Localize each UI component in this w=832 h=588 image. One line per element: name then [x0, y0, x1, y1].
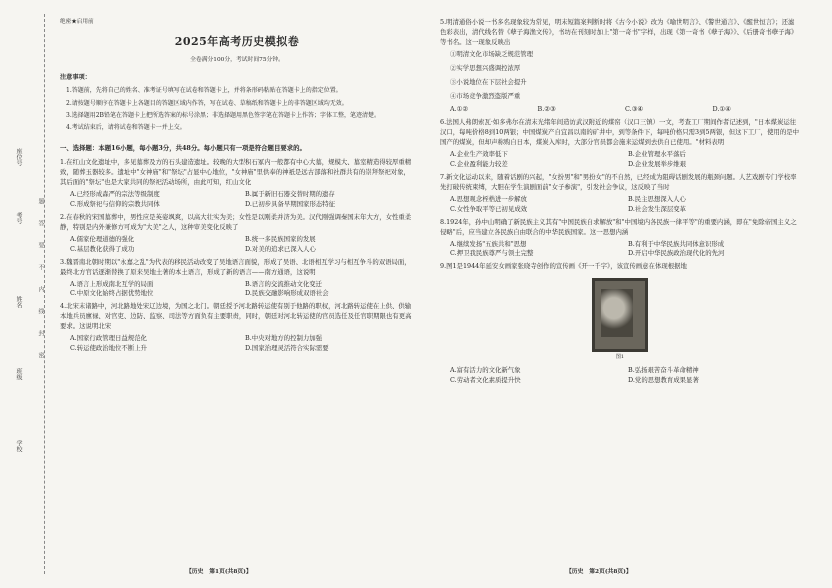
propaganda-poster-figure	[592, 278, 648, 352]
secret-mark: 绝密★启用前	[60, 19, 94, 25]
binding-char: 不	[37, 264, 44, 270]
question-stem: 9.图1是1944年延安女画家张晓寺创作的宣传画《开一千字》，该宣传画意在体现根据地	[440, 262, 687, 271]
options	[70, 280, 414, 300]
question-6	[440, 118, 800, 170]
option-d: D.民族交融影响形成双语社会	[245, 289, 329, 298]
option-a: A.国家行政管理日益规范化	[70, 334, 147, 343]
section-heading: 一、选择题：本题16小题，每小题3分，共48分。每小题只有一项是符合题目要求的。	[60, 144, 306, 153]
option-b: B.统一多民族国家的发展	[245, 234, 316, 243]
statement-2: ②实学思想兴盛调控浓厚	[450, 63, 521, 72]
binding-margin	[0, 0, 50, 588]
note-item: 1.答题前，先将自己的姓名、准考证号填写在试卷和答题卡上，并将条形码粘贴在答题卡上的指定位置。	[66, 87, 342, 95]
option-c: C.中原文化始终占据优势地位	[70, 289, 154, 298]
option-b: B.有利于中华民族共同体意识形成	[628, 239, 725, 248]
poster-image	[601, 289, 633, 337]
question-2	[60, 213, 414, 255]
page-footer-left: 【历史 第1页(共8页)】	[186, 569, 252, 575]
option-d: D.①④	[712, 105, 731, 114]
question-stem: 2.在春秋的宋国墓葬中，男性应是英姿飒爽，以高大壮实为美；女性是以刚柔并济为美。汉代刚强调秦国末年大方，女性重柔静，特别是内外兼修方可成为"大美"之人，这种审美变化反映了	[60, 213, 412, 231]
option-c: C.劳动者文化素质提升快	[450, 375, 521, 384]
binding-char: 答	[37, 220, 44, 226]
notes-heading: 注意事项：	[60, 73, 91, 81]
question-stem: 5.明清通俗小说一书多名现象较为常见，明末短篇案判断时将《古今小说》改为《喻世明言》、《警世通言》、《醒世恒言》；还滤色彩表出，清代线名替《孽子海渔文传》，书坊在刊刻时加上"第一奇书"字样，出现《第一奇书《孽子海》》、《后册奇书孽子海》等书名。这一现象反映出	[440, 18, 798, 46]
options	[450, 105, 800, 115]
note-item: 4.考试结束后，请将试卷和答题卡一并上交。	[66, 124, 186, 132]
binding-char: 内	[37, 286, 44, 292]
question-stem: 1.在红山文化遗址中，多见墓葬及方的石头建造遗址。较晚的大型积石冢内一般都有中心大墓，规模大、墓室精造得较厚重精致，随葬玉器较多。遗址中"女神庙"和"祭坛"占显中心地位，"女神庙"里供奉的神祇是远古部落和社群共有的崇拜祭祀对象，其后面的"祭坛"也是大家共同的祭祀活动场所，由此可知，红山文化	[60, 158, 412, 187]
note-item: 2.请按题号顺序在答题卡上各题目的答题区域内作答，写在试卷、草稿纸和答题卡上的非答题区域均无效。	[66, 99, 348, 107]
options	[450, 366, 800, 386]
binding-char: 要	[37, 242, 44, 248]
option-a: A.思想观念桎梏进一步解放	[450, 194, 527, 203]
question-4	[60, 302, 414, 354]
option-d: D.开启中华民族政治现代化的先河	[628, 249, 725, 258]
options	[450, 195, 800, 215]
question-stem: 8.1924年，孙中山明确了新民族主义其有"中国民族自求解放"和"中国境内各民族一律平等"的重要内涵，即在"免除帝国主义之侵略"后，应当建立各民族自由联合的中华民族国家。这一思想内涵	[440, 217, 797, 236]
option-b: B.企业管理水平落后	[628, 150, 686, 159]
binding-char: 线	[37, 308, 44, 314]
option-b: B.属于新旧石器交替时期的遗存	[245, 190, 335, 199]
option-c: C.企业盈利能力较差	[450, 160, 508, 169]
question-8	[440, 218, 800, 260]
option-d: D.已初步具备早期国家形态特征	[245, 200, 336, 209]
option-b: B.弘扬艰苦奋斗革命精神	[628, 366, 699, 375]
option-b: B.民主思想深入人心	[628, 194, 686, 203]
option-c: C.基层教化获得了成功	[70, 244, 135, 253]
option-d: D.党的思想教育成果显著	[628, 375, 699, 384]
option-a: A.继续发扬"五族共和"思想	[450, 239, 527, 248]
note-item: 3.选择题用2B铅笔在答题卡上把所选答案的标号涂黑；非选择题用黑色签字笔在答题卡上作答；字体工整，笔迹清楚。	[66, 111, 380, 119]
option-a: A.已经形成森严的宗法等级制度	[70, 190, 160, 199]
option-d: D.社会发生深层变革	[628, 204, 687, 213]
options	[450, 150, 800, 170]
question-stem: 6.法国人弗朗索瓦·如多弗尔在清末光绪年间造访武汉附近的煤窑（汉口三镇）一文，考查工厂期间作者记述到，"日本煤炭运往汉口，每吨价格8到10两银；中国煤炭产自宜昌以南的矿井中，到等条件下，每吨价格只需3到5两银，但这下工厂，使用的是中国产的煤炭，但却声称购自日本，煤炭入库时，大部分官员都会施来运煤到去供自已使用。"材料表明	[440, 118, 800, 147]
seat-label: 座位号	[15, 148, 22, 166]
option-b: B.语言的交流推动文化变迁	[245, 279, 323, 288]
question-stem: 4.北宋末诸路中，河北路地处宋辽边境，为国之北门。朝廷授予河北路转运使有别于他路的职权，河北路转运使在上供、供输本地兵员廪禄、对官吏、边防、监察、司法等方面负有主要职责，同时，朝廷对河北转运使的官员选任及任官职期限也有更高要求。这说明北宋	[60, 302, 412, 331]
question-1	[60, 158, 414, 210]
option-c: C.转运使政治地位不断上升	[70, 344, 147, 353]
binding-char: 封	[37, 330, 44, 336]
option-c: C.女性争取平等已初见成效	[450, 204, 527, 213]
option-c: C.形成祭祀与信仰的宗教共同体	[70, 200, 160, 209]
option-a: A.富有活力的文化新气象	[450, 366, 521, 375]
statement-3: ③小说地位在下层社会提升	[450, 77, 527, 86]
binding-char: 题	[37, 198, 44, 204]
class-label: 班级	[15, 368, 22, 380]
question-stem: 7.新文化运动以来，随着话剧的兴起，"女扮男"和"男扮女"的不自然，已经成为阻碍话剧发展的瓶颈问题。人艺戏剧专门学校率先打破传统束缚，大胆在学生演剧面前"女子参演"，引发社会争议，这反映了当时	[440, 172, 797, 191]
left-column	[60, 18, 414, 357]
score-info: 全卷满分100分，考试时间75分钟。	[190, 56, 284, 63]
statement-1: ①明清文化市场缺乏规范管理	[450, 49, 534, 58]
exam-number-label: 考号	[15, 212, 22, 224]
school-label: 学校	[15, 440, 22, 452]
option-b: B.②③	[537, 105, 556, 114]
option-a: A.企业生产效率低下	[450, 150, 508, 159]
option-a: A.①②	[450, 105, 469, 114]
options	[450, 240, 800, 260]
option-d: D.国家治理灵活符合实际需要	[245, 344, 329, 353]
question-stem: 3.魏晋南北朝时期以"永嘉之乱"为代表的移民活动改变了吴地语言面貌，形成了吴语、北语相互学习与相互争斗的双语局面，最终北方官话逐渐替换了原来吴地土著的本土语言，形成了新的语言——南方通语，这说明	[60, 257, 411, 276]
option-a: A.儒家伦理道德的强化	[70, 234, 135, 243]
question-7	[440, 173, 800, 215]
question-5	[440, 18, 800, 115]
options	[70, 334, 414, 354]
binding-dashed-line	[44, 14, 45, 574]
question-3	[60, 258, 414, 300]
binding-char: 密	[37, 352, 44, 358]
right-column	[440, 18, 800, 389]
statement-4: ④市场竞争激烈盗版严重	[450, 91, 521, 100]
options	[70, 235, 414, 255]
option-b: B.中央对地方的控制力加强	[245, 334, 323, 343]
exam-title: 2025年高考历史模拟卷	[174, 34, 300, 48]
options	[70, 190, 414, 210]
option-c: C.③④	[625, 105, 644, 114]
question-9	[440, 262, 800, 386]
option-d: D.企业发展举步维艰	[628, 160, 687, 169]
page-footer-right: 【历史 第2页(共8页)】	[566, 569, 632, 575]
option-c: C.押卫我民族尊严与领土完整	[450, 249, 534, 258]
option-d: D.对美的追求已深入人心	[245, 244, 316, 253]
name-label: 姓名	[15, 296, 22, 308]
option-a: A.语言上形成南北互学的局面	[70, 279, 154, 288]
figure-caption: 图1	[615, 354, 625, 361]
